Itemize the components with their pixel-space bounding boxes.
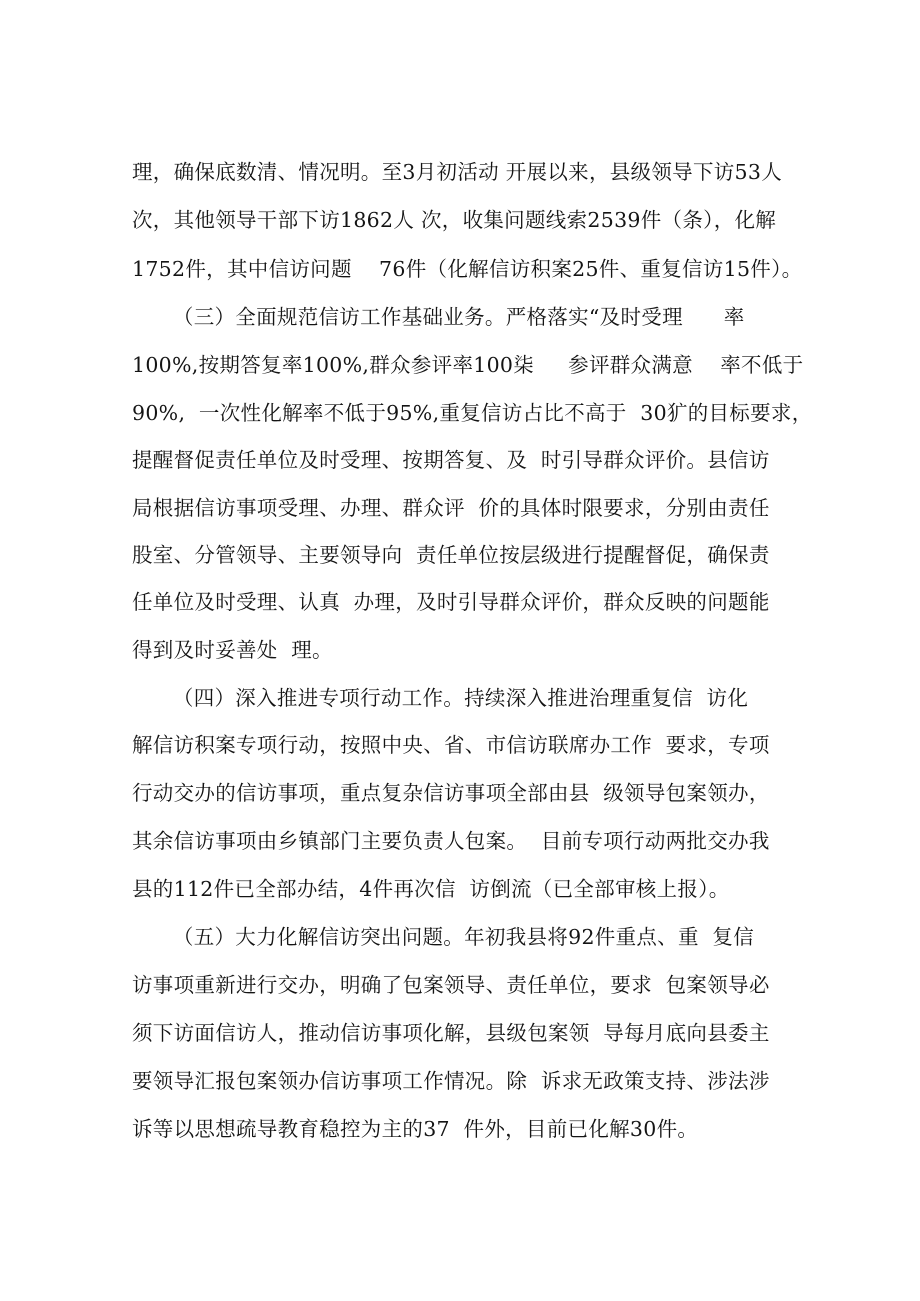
text-line: 次，其他领导干部下访1862人 次，收集问题线索2539件（条），化解 (132, 208, 777, 232)
text-line: 要领导汇报包案领办信访事项工作情况。除 诉求无政策支持、涉法涉 (132, 1069, 770, 1093)
text-line: 行动交办的信访事项，重点复杂信访事项全部由县 级领导包案领办， (132, 781, 770, 805)
text-line: 解信访积案专项行动，按照中央、省、市信访联席办工作 要求，专项 (132, 733, 770, 757)
text-line: 100%,按期答复率100%,群众参评率100柒 参评群众满意 率不低于 (132, 353, 804, 377)
text-line: 理，确保底数清、情况明。至3月初活动 开展以来，县级领导下访53人 (132, 160, 783, 184)
text-line: 诉等以思想疏导教育稳控为主的37 件外，目前已化解30件。 (132, 1117, 699, 1141)
section-heading-3: （三）全面规范信访工作基础业务。严格落实“及时受理 率 (132, 305, 745, 329)
text-line: 访事项重新进行交办，明确了包案领导、责任单位，要求 包案领导必 (132, 973, 770, 997)
text-line: 局根据信访事项受理、办理、群众评 价的具体时限要求，分别由责任 (132, 496, 770, 520)
text-line: 县的112件已全部办结，4件再次信 访倒流（已全部审核上报）。 (132, 877, 730, 901)
section-heading-5: （五）大力化解信访突出问题。年初我县将92件重点、重 复信 (132, 925, 755, 949)
text-line: 股室、分管领导、主要领导向 责任单位按层级进行提醒督促，确保责 (132, 543, 770, 567)
text-line: 任单位及时受理、认真 办理，及时引导群众评价，群众反映的问题能 (132, 590, 770, 614)
text-line: 其余信访事项由乡镇部门主要负责人包案。 目前专项行动两批交办我 (132, 829, 770, 853)
text-line: 得到及时妥善处 理。 (132, 638, 333, 662)
section-heading-4: （四）深入推进专项行动工作。持续深入推进治理重复信 访化 (132, 686, 749, 710)
text-line: 90%, 一次性化解率不低于95%,重复信访占比不高于 30犷的目标要求， (132, 401, 813, 425)
text-line: 提醒督促责任单位及时受理、按期答复、及 时引导群众评价。县信访 (132, 448, 770, 472)
text-line: 1752件，其中信访问题 76件（化解信访积案25件、重复信访15件）。 (132, 257, 803, 281)
text-line: 须下访面信访人，推动信访事项化解，县级包案领 导每月底向县委主 (132, 1021, 770, 1045)
